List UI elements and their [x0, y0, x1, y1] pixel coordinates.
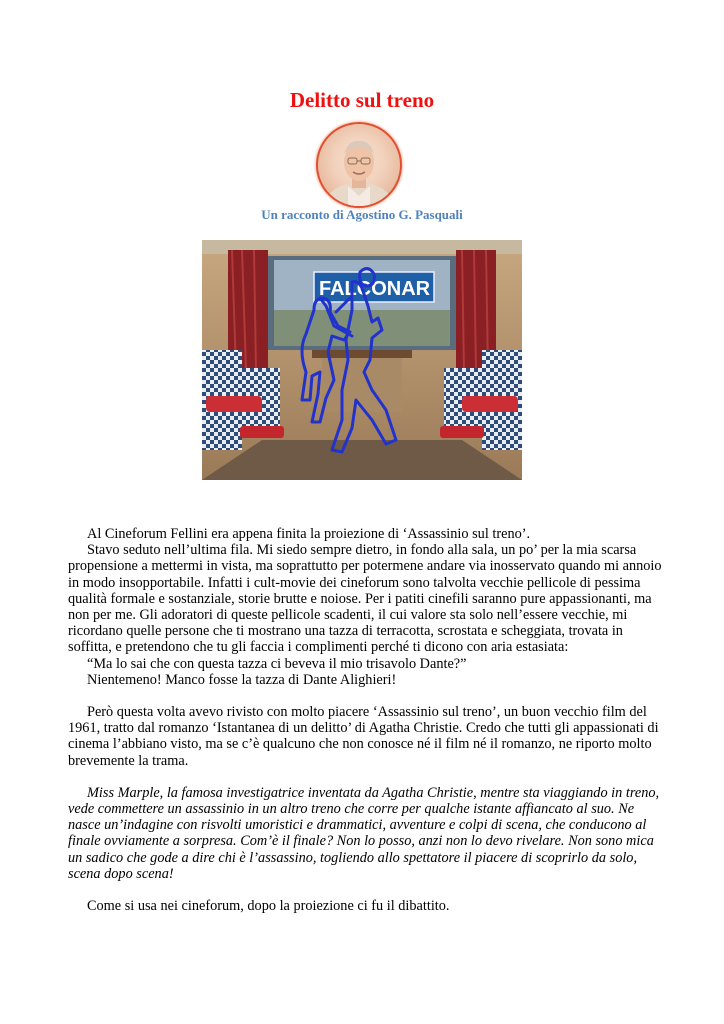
- story-body: [68, 526, 668, 914]
- paragraph: Al Cineforum Fellini era appena finita la proiezione di ‘Assassinio sul treno’.: [87, 526, 531, 542]
- paragraph: Come si usa nei cineforum, dopo la proiezione ci fu il dibattito.: [87, 898, 450, 915]
- paragraph: “Ma lo sai che con questa tazza ci beveva il mio trisavolo Dante?”: [87, 655, 467, 672]
- author-portrait: [316, 122, 402, 208]
- train-compartment-image: [202, 240, 522, 480]
- story-title: Delitto sul treno: [289, 88, 435, 112]
- paragraph: Però questa volta avevo rivisto con molto piacere ‘Assassinio sul treno’, un buon vecchio film del 1961, tratto dal romanzo ‘Istantanea di un delitto’ di Agatha Christie. Credo che tutti gli appassionati di cinema l’abbiano visto, ma se c’è qualcuno che non conosce né il film né il romanzo, ne riporto molto brevemente la trama.: [68, 704, 659, 769]
- plot-summary-paragraph: Miss Marple, la famosa investigatrice inventata da Agatha Christie, mentre sta viaggiando in treno, vede commettere un assassinio in un altro treno che corre per qualche istante affiancato al suo. Ne nasce un’indagine con risvolti umoristici e drammatici, avventure e colpi di scena, che conducono al finale ovviamente a sorpresa. Com’è il finale? Non lo posso, anzi non lo devo rivelare. Non sono mica un sadico che gode a dire chi è l’assassino, togliendo allo spettatore il piacere di scoprirlo da solo, scena dopo scena!: [68, 784, 660, 882]
- paragraph: Stavo seduto nell’ultima fila. Mi siedo sempre dietro, in fondo alla sala, un po’ per la mia scarsa propensione a mettermi in vista, ma soprattutto per potermene andare via inosservato quando mi annoio in modo insopportabile. Infatti i cult-movie dei cineforum sono talvolta vecchie pellicole di pessima qualità formale e sostanziale, storie brutte e noiose. Per i patiti cinefili saranno pure appassionanti, ma non per me. Gli adoratori di queste pellicole scadenti, il cui valore sta solo nell’essere vecchie, mi ricordano quelle persone che ti mostrano una tazza di terracotta, scrostata e scheggiata, trovata in soffitta, e pretendono che tu gli faccia i complimenti perché ti dicono con aria estasiata:: [68, 542, 662, 656]
- paragraph: Nientemeno! Manco fosse la tazza di Dante Alighieri!: [87, 671, 397, 688]
- author-byline: Un racconto di Agostino G. Pasquali: [261, 207, 463, 222]
- station-sign: FALCONAR: [319, 278, 431, 300]
